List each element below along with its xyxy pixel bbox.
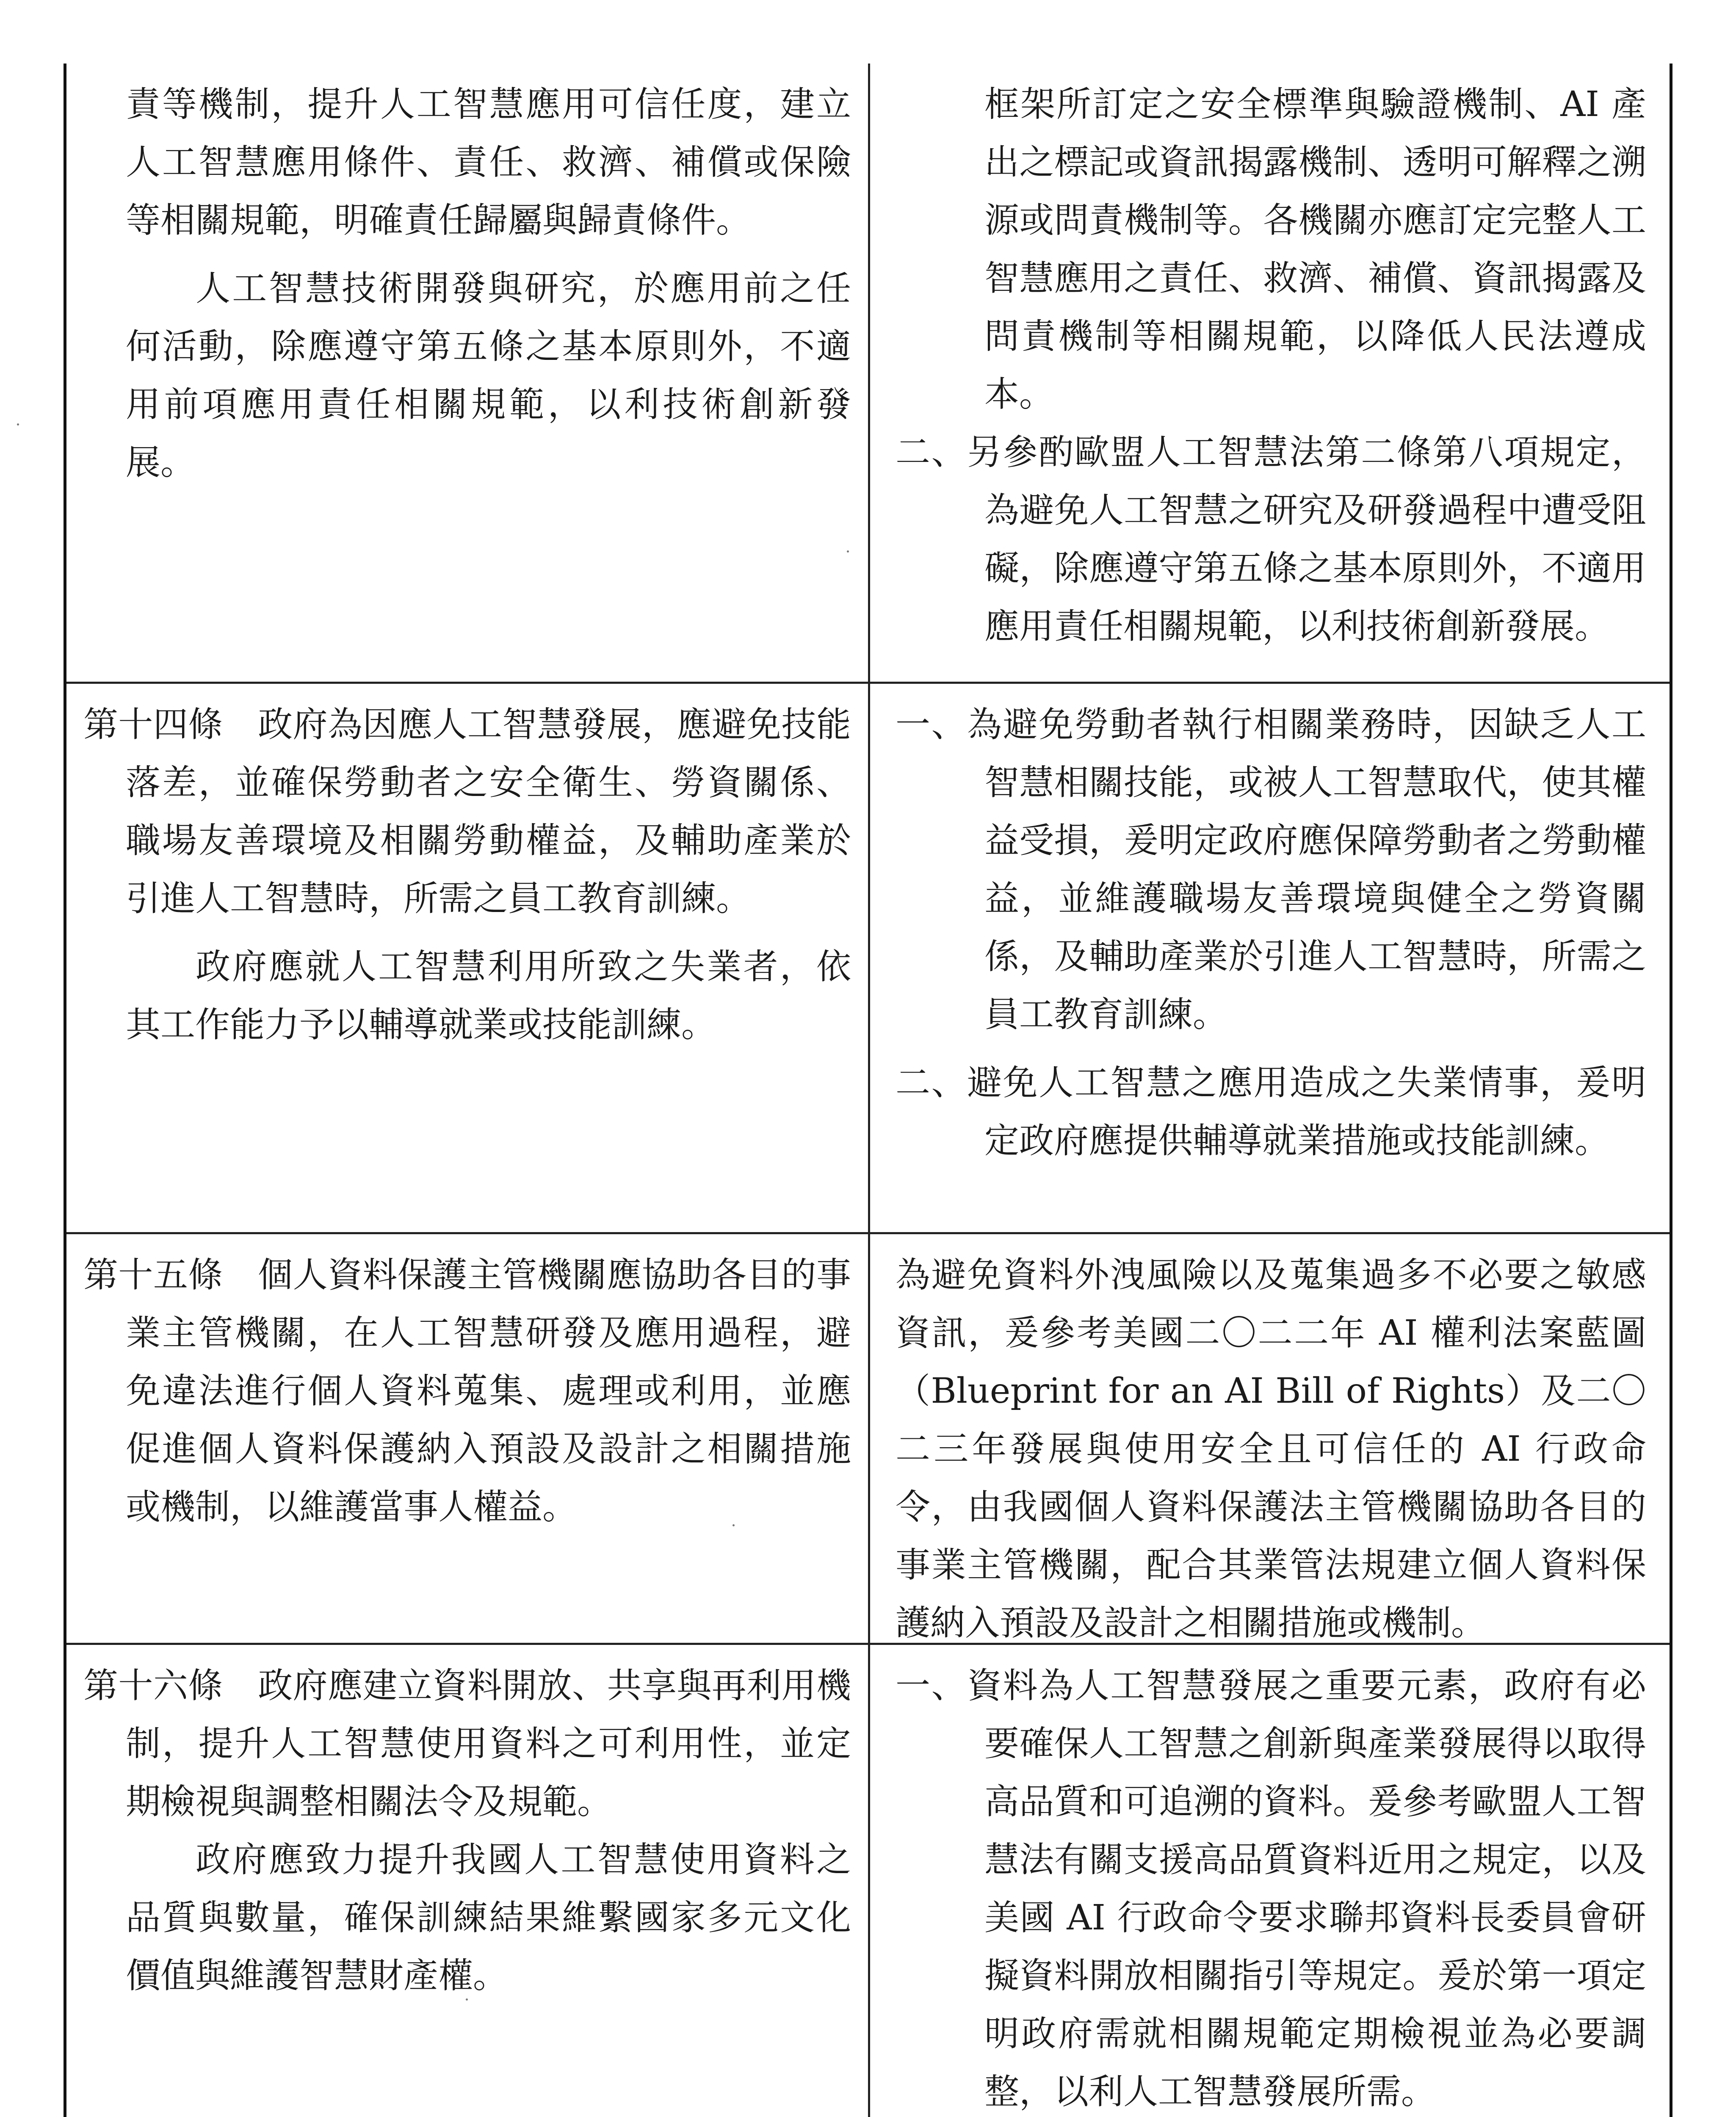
- article-text-cell: [66, 1645, 868, 2117]
- document-page: [64, 64, 1672, 2117]
- article-paragraph: 人工智慧技術開發與研究，於應用前之任何活動，除應遵守第五條之基本原則外，不適用前項應用責任相關規範，以利技術創新發展。: [126, 268, 851, 483]
- article-paragraph: 第十四條 政府為因應人工智慧發展，應避免技能落差，並確保勞動者之安全衛生、勞資關係、職場友善環境及相關勞動權益，及輔助產業於引進人工智慧時，所需之員工教育訓練。: [83, 705, 851, 919]
- scan-speck: [17, 423, 19, 426]
- explanation-item: 二、另參酌歐盟人工智慧法第二條第八項規定，為避免人工智慧之研究及研發過程中遭受阻礙，除應遵守第五條之基本原則外，不適用應用責任相關規範，以利技術創新發展。: [896, 432, 1646, 647]
- explanation-item: 二、避免人工智慧之應用造成之失業情事，爰明定政府應提供輔導就業措施或技能訓練。: [896, 1063, 1646, 1161]
- explanation-paragraph: 框架所訂定之安全標準與驗證機制、AI 產出之標記或資訊揭露機制、透明可解釋之溯源或問責機制等。各機關亦應訂定完整人工智慧應用之責任、救濟、補償、資訊揭露及問責機制等相關規範，以降低人民法遵成本。: [984, 84, 1646, 415]
- article-text-cell: [66, 64, 868, 682]
- article-paragraph: 第十六條 政府應建立資料開放、共享與再利用機制，提升人工智慧使用資料之可利用性，並定期檢視與調整相關法令及規範。: [83, 1666, 851, 1822]
- explanation-cell: [870, 1645, 1670, 2117]
- explanation-cell: [870, 64, 1670, 682]
- article-text-cell: [66, 684, 868, 1232]
- table-row: [66, 684, 1670, 1234]
- explanation-paragraph: 為避免資料外洩風險以及蒐集過多不必要之敏感資訊，爰參考美國二〇二二年 AI 權利法案藍圖（Blueprint for an AI Bill of Rights）及二〇二三年發展與使用安全且可信任的 AI 行政命令，由我國個人資料保護法主管機關協助各目的事業主管機關，配合其業管法規建立個人資料保護納入預設及設計之相關措施或機制。: [896, 1255, 1646, 1643]
- article-paragraph: 政府應就人工智慧利用所致之失業者，依其工作能力予以輔導就業或技能訓練。: [126, 947, 851, 1045]
- explanation-item: 一、資料為人工智慧發展之重要元素，政府有必要確保人工智慧之創新與產業發展得以取得高品質和可追溯的資料。爰參考歐盟人工智慧法有關支援高品質資料近用之規定，以及美國 AI 行政命令要求聯邦資料長委員會研擬資料開放相關指引等規定。爰於第一項定明政府需就相關規範定期檢視並為必要調整，以利人工智慧發展所需。: [896, 1666, 1646, 2112]
- table-row: [66, 1645, 1670, 2117]
- scan-speck: [466, 1998, 468, 2001]
- article-text-cell: [66, 1234, 868, 1643]
- explanation-item: 一、為避免勞動者執行相關業務時，因缺乏人工智慧相關技能，或被人工智慧取代，使其權益受損，爰明定政府應保障勞動者之勞動權益，並維護職場友善環境與健全之勞資關係，及輔助產業於引進人工智慧時，所需之員工教育訓練。: [896, 705, 1646, 1035]
- scan-speck: [733, 1524, 735, 1526]
- article-paragraph: 責等機制，提升人工智慧應用可信任度，建立人工智慧應用條件、責任、救濟、補償或保險等相關規範，明確責任歸屬與歸責條件。: [126, 84, 851, 240]
- table-row: [66, 64, 1670, 684]
- explanation-cell: [870, 1234, 1670, 1643]
- explanation-cell: [870, 684, 1670, 1232]
- table-row: [66, 1234, 1670, 1645]
- article-paragraph: 政府應致力提升我國人工智慧使用資料之品質與數量，確保訓練結果維繫國家多元文化價值與維護智慧財產權。: [126, 1840, 851, 1996]
- article-paragraph: 第十五條 個人資料保護主管機關應協助各目的事業主管機關，在人工智慧研發及應用過程，避免違法進行個人資料蒐集、處理或利用，並應促進個人資料保護納入預設及設計之相關措施或機制，以維護當事人權益。: [83, 1255, 851, 1527]
- scan-speck: [847, 550, 849, 553]
